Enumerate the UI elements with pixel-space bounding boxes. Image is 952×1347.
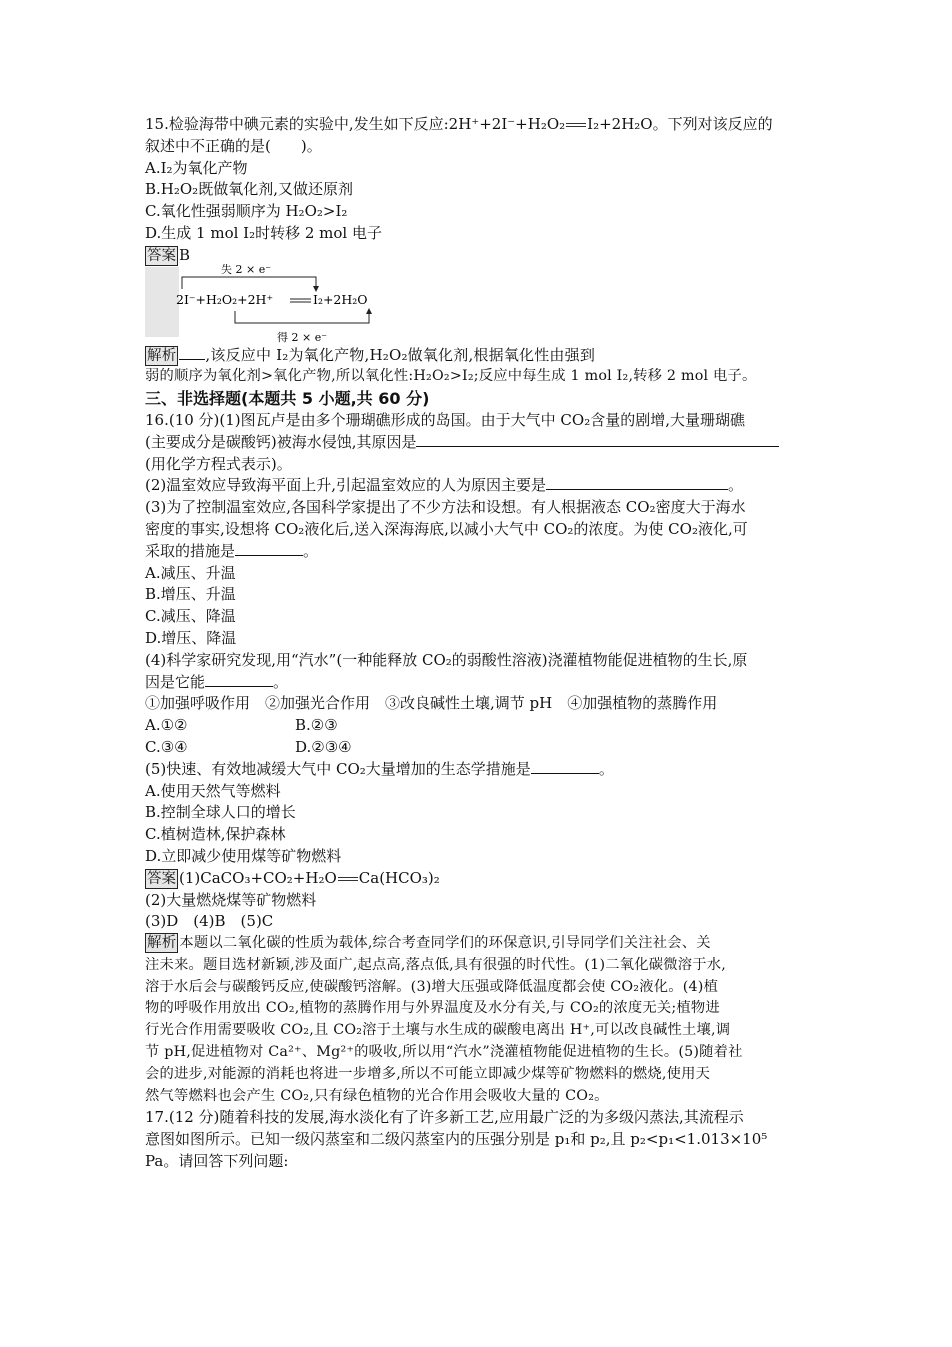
- q16-3-option-a: A.减压、升温: [145, 563, 236, 582]
- answer-blank-4[interactable]: [205, 672, 273, 687]
- q16-analysis-line7: 会的进步,对能源的消耗也将进一步增多,所以不可能立即减少煤等矿物燃料的燃烧,使用天: [145, 1065, 711, 1082]
- reaction-left: 2I⁻+H₂O₂+2H⁺: [176, 291, 274, 307]
- q16-4-option-a: A.①②: [145, 716, 188, 735]
- q16-line10: ①加强呼吸作用 ②加强光合作用 ③改良碱性土壤,调节 pH ④加强植物的蒸腾作用: [145, 694, 718, 713]
- q16-line1: 16.(10 分)(1)图瓦卢是由多个珊瑚礁形成的岛国。由于大气中 CO₂含量的剧增,大量珊瑚礁: [145, 410, 745, 429]
- q16-line9-text: 因是它能: [145, 672, 206, 691]
- q16-5-option-a: A.使用天然气等燃料: [145, 781, 281, 800]
- q15-analysis-line2: 弱的顺序为氧化剂>氧化产物,所以氧化性:H₂O₂>I₂;反应中每生成 1 mol I₂,转移 2 mol 电子。: [145, 368, 757, 385]
- analysis-tag: 解析: [147, 935, 177, 952]
- q15-stem-text: 15.检验海带中碘元素的实验中,发生如下反应:2H⁺+2I⁻+H₂O₂: [145, 115, 566, 133]
- reaction-right: I₂+2H₂O: [313, 291, 368, 307]
- q16-answer-line3: (3)D (4)B (5)C: [145, 912, 274, 931]
- document-page: [145, 114, 810, 1173]
- q16-5-option-d: D.立即减少使用煤等矿物燃料: [145, 846, 342, 865]
- q16-4-option-b: B.②③: [295, 716, 338, 735]
- q17-line1: 17.(12 分)随着科技的发展,海水淡化有了许多新工艺,应用最广泛的为多级闪蒸法,其流程示: [145, 1108, 744, 1127]
- gain-arrow-line: [235, 311, 369, 323]
- q16-4-options-row1: [145, 715, 810, 737]
- q16-line4-text: (2)温室效应导致海平面上升,引起温室效应的人为原因主要是: [145, 476, 547, 495]
- q15-stem-line1: [145, 114, 810, 136]
- q15-option-c: C.氧化性强弱顺序为 H₂O₂>I₂: [145, 202, 348, 221]
- q16-answer-line1: [145, 868, 810, 890]
- q16-line7: [145, 541, 810, 563]
- q16-4-option-c: C.③④: [145, 737, 188, 756]
- answer-tag: 答案: [147, 870, 176, 887]
- q15-answer: B: [179, 245, 191, 264]
- answer-tag: 答案: [147, 247, 176, 264]
- electron-transfer-block: [145, 262, 810, 355]
- q16-line7-end: 。: [303, 541, 319, 560]
- q17-line3: Pa。请回答下列问题:: [145, 1152, 289, 1171]
- answer-blank-2[interactable]: [546, 475, 728, 490]
- q15-option-a: A.I₂为氧化产物: [145, 158, 248, 177]
- q16-line5: (3)为了控制温室效应,各国科学家提出了不少方法和设想。有人根据液态 CO₂密度大于海水: [145, 498, 746, 517]
- q16-line4: [145, 475, 810, 497]
- q16-4-option-d: D.②③④: [295, 737, 352, 756]
- equals-sign: [565, 120, 587, 130]
- answer-blank-5[interactable]: [531, 759, 599, 774]
- q16-analysis-text1: 本题以二氧化碳的性质为载体,综合考查同学们的环保意识,引导同学们关注社会、关: [179, 935, 711, 952]
- q16-answer-1b: Ca(HCO₃)₂: [358, 868, 440, 887]
- q16-analysis-line5: 行光合作用需要吸收 CO₂,且 CO₂溶于土壤与水生成的碳酸电离出 H⁺,可以改良碱性土壤,调: [145, 1022, 731, 1039]
- answer-blank-1[interactable]: [416, 432, 779, 447]
- lose-arrow-line: [182, 277, 316, 289]
- q15-stem-line2: 叙述中不正确的是( )。: [145, 136, 322, 155]
- q16-3-option-c: C.减压、降温: [145, 607, 236, 626]
- lose-electrons-label: 失 2 × e⁻: [221, 262, 272, 276]
- q15-option-b: B.H₂O₂既做氧化剂,又做还原剂: [145, 180, 353, 199]
- equals-sign: [337, 874, 359, 884]
- q16-analysis-line4: 物的呼吸作用放出 CO₂,植物的蒸腾作用与外界温度及水分有关,与 CO₂的浓度无关;植物进: [145, 1000, 720, 1017]
- q16-line6: 密度的事实,设想将 CO₂液化后,送入深海海底,以减小大气中 CO₂的浓度。为使 CO₂液化,可: [145, 519, 748, 538]
- q16-line3: (用化学方程式表示)。: [145, 454, 292, 473]
- q16-line11-text: (5)快速、有效地减缓大气中 CO₂大量增加的生态学措施是: [145, 759, 531, 778]
- q15-stem-text-b: I₂+2H₂O。下列对该反应的: [587, 115, 773, 133]
- q16-4-options-row2: [145, 737, 810, 759]
- q16-line8: (4)科学家研究发现,用“汽水”(一种能释放 CO₂的弱酸性溶液)浇灌植物能促进植物的生长,原: [145, 650, 748, 669]
- q16-5-option-c: C.植树造林,保护森林: [145, 825, 286, 844]
- gain-electrons-label: 得 2 × e⁻: [277, 330, 328, 344]
- q17-line2: 意图如图所示。已知一级闪蒸室和二级闪蒸室内的压强分别是 p₁和 p₂,且 p₂<p₁<1.013×10⁵: [145, 1130, 768, 1149]
- q16-line4-end: 。: [728, 476, 744, 495]
- q16-5-option-b: B.控制全球人口的增长: [145, 803, 296, 822]
- q16-analysis-line1: [145, 933, 810, 955]
- q16-analysis-line3: 溶于水后会与碳酸钙反应,使碳酸钙溶解。(3)增大压强或降低温度都会使 CO₂液化。(4)植: [145, 978, 719, 995]
- q16-line7-text: 采取的措施是: [145, 541, 236, 560]
- q16-line9-end: 。: [273, 672, 289, 691]
- q16-answer-line2: (2)大量燃烧煤等矿物燃料: [145, 890, 317, 909]
- q16-line2-text: (主要成分是碳酸钙)被海水侵蚀,其原因是: [145, 432, 417, 451]
- section-heading: 三、非选择题(本题共 5 小题,共 60 分): [145, 389, 430, 409]
- q16-3-option-b: B.增压、升温: [145, 585, 236, 604]
- q15-option-d: D.生成 1 mol I₂时转移 2 mol 电子: [145, 223, 382, 242]
- q16-line11: [145, 759, 810, 781]
- analysis-tag: 解析: [147, 347, 177, 364]
- gain-arrow-head: [366, 308, 372, 314]
- q16-answer-1a: (1)CaCO₃+CO₂+H₂O: [179, 868, 337, 887]
- q16-line9: [145, 672, 810, 694]
- q15-analysis-text1: ,该反应中 I₂为氧化产物,H₂O₂做氧化剂,根据氧化性由强到: [205, 345, 596, 364]
- q16-analysis-line6: 节 pH,促进植物对 Ca²⁺、Mg²⁺的吸收,所以用“汽水”浇灌植物能促进植物的生长。(5)随着社: [145, 1044, 743, 1061]
- q16-line2: [145, 432, 810, 454]
- electron-transfer-diagram: [173, 261, 413, 347]
- q16-line11-end: 。: [598, 759, 614, 778]
- answer-blank-3[interactable]: [235, 541, 303, 556]
- q16-3-option-d: D.增压、降温: [145, 628, 237, 647]
- q16-analysis-line8: 然气等燃料也会产生 CO₂,只有绿色植物的光合作用会吸收大量的 CO₂。: [145, 1087, 609, 1104]
- q16-analysis-line2: 注未来。题目选材新颖,涉及面广,起点高,落点低,具有很强的时代性。(1)二氧化碳微溶于水,: [145, 956, 726, 973]
